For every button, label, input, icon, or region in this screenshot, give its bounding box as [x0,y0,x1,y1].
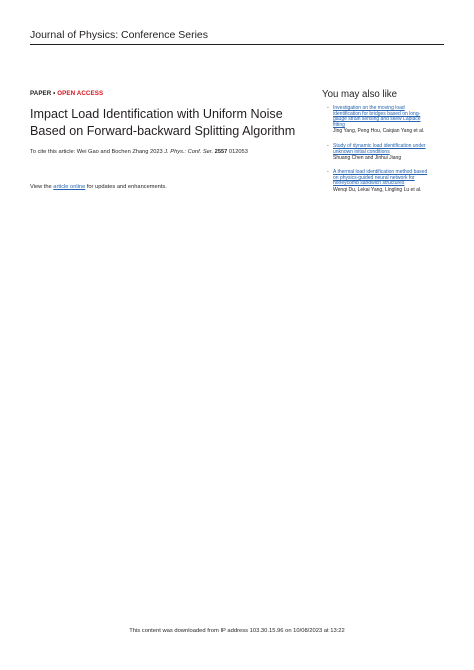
open-access-badge: OPEN ACCESS [57,90,104,97]
related-heading: You may also like [322,89,398,100]
citation-volume: 2557 [214,149,228,155]
related-item-authors: Wenqi Du, Lekai Yang, Lingling Lu et al. [333,186,422,193]
related-title-line: Study of dynamic load identification under [333,143,426,149]
view-suffix: for updates and enhancements. [85,184,167,190]
view-prefix: View the [30,184,54,190]
related-item-link[interactable] [327,105,448,128]
related-item-authors: Jing Yang, Peng Hou, Caiqian Yang et al. [333,128,425,135]
article-title [30,106,305,139]
related-title-line: A thermal load identification method based [333,169,428,175]
article-title-line-2: Based on Forward-backward Splitting Algorithm [30,123,296,138]
related-item-link[interactable] [327,169,448,187]
citation [30,148,305,156]
citation-journal: J. Phys.: Conf. Ser. [164,149,214,155]
bullet-dash: - [327,143,329,149]
related-title-line: on physics-guided neural network for [333,174,415,181]
related-title-line: fitting [333,121,345,128]
related-item [327,105,448,135]
journal-header: Journal of Physics: Conference Series [30,29,444,45]
bullet-dash: - [327,105,329,111]
bullet-dash: - [327,169,329,175]
download-footer: This content was downloaded from IP address 103.30.15.96 on 10/08/2023 at 13:22 [129,628,345,634]
related-title-line: Investigation on the moving load [333,105,405,111]
paper-word: PAPER [30,90,52,97]
article-title-line-1: Impact Load Identification with Uniform Noise [30,107,283,121]
paper-type-label [30,90,103,97]
related-item-authors: Shuang Chen and Jinhui Jiang [333,155,402,162]
related-title-line: unknown initial conditions [333,148,390,155]
label-separator: • [51,90,58,97]
related-item [327,143,448,162]
citation-prefix: To cite this article: Wei Gao and Bochen Zhang 2023 [30,149,165,155]
related-item [327,169,448,193]
related-title-line: honeycomb sandwich structures [333,180,405,187]
related-item-link[interactable] [327,143,448,155]
related-title-line: gauge strain sensing and skew Laplace [333,116,421,123]
article-online-link[interactable]: article online [53,184,86,190]
related-title-line: identification for bridges based on long- [333,110,421,117]
citation-article-number: 012053 [228,149,248,155]
view-online-line [30,184,305,190]
